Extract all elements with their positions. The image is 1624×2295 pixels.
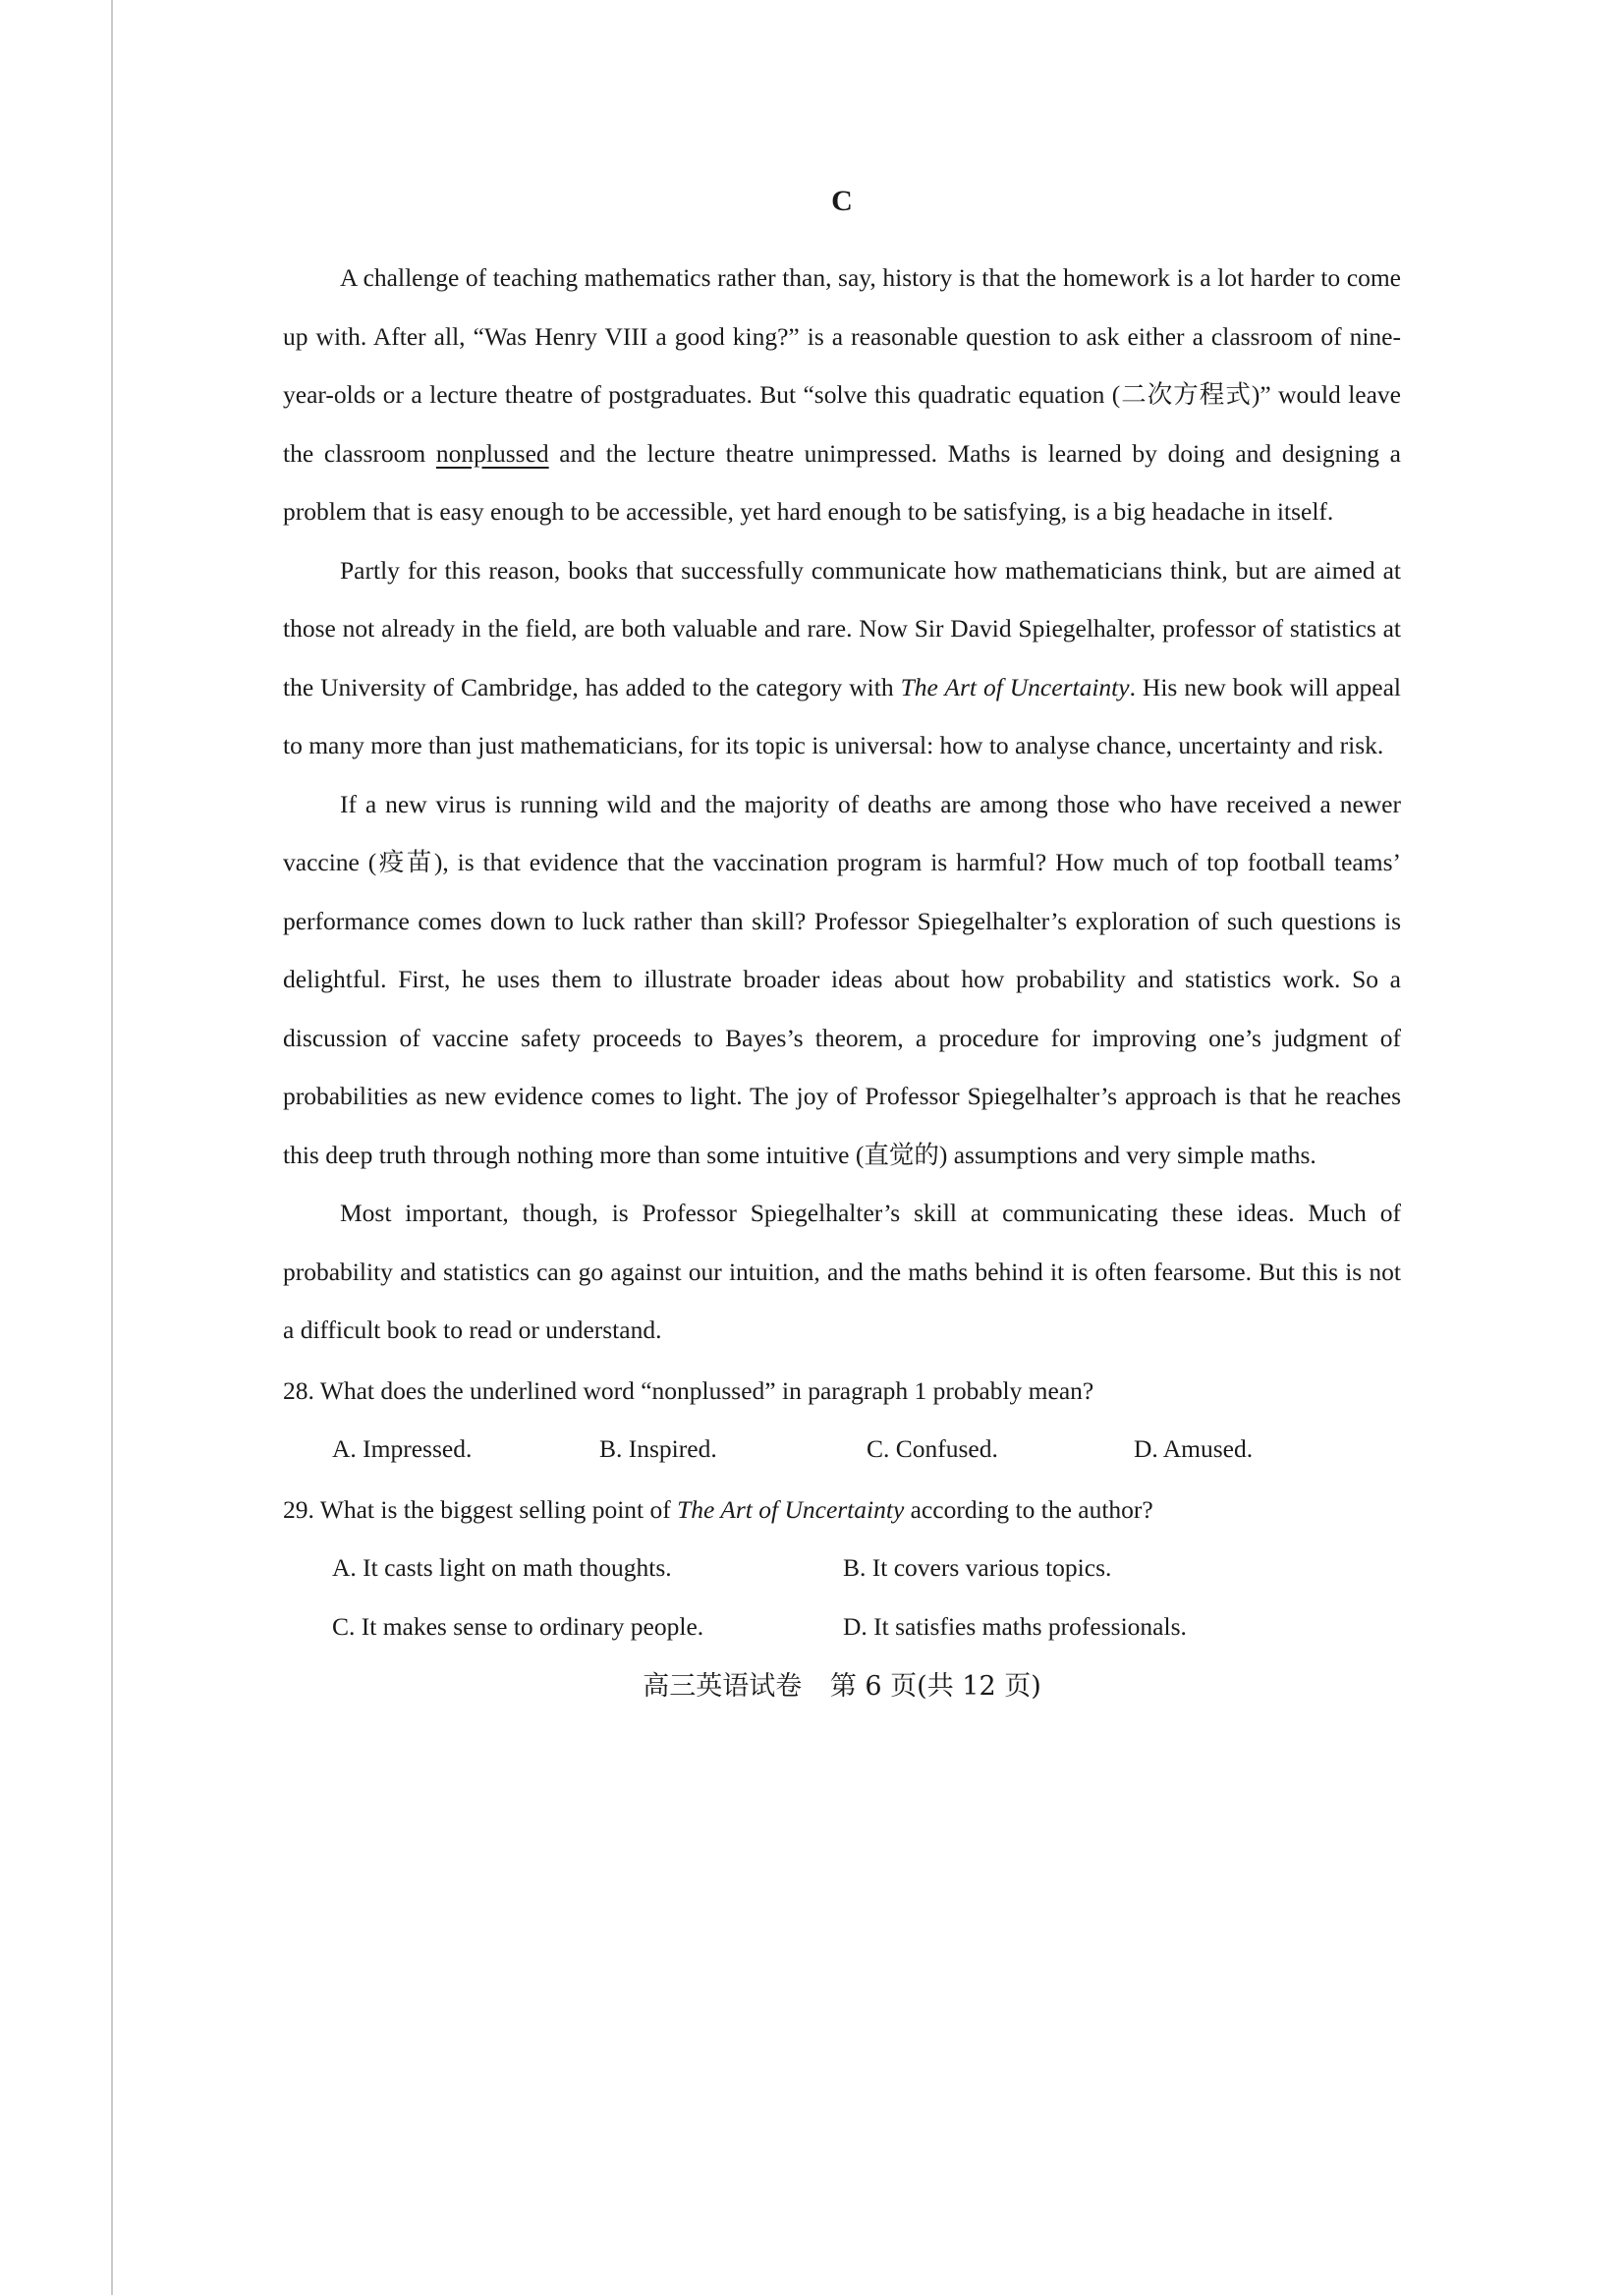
option-a[interactable]: A. Impressed. [332,1434,473,1463]
paragraph-4: Most important, though, is Professor Spiegelhalter’s skill at communicating these ideas. Much of probability and statistics can go against our intuition, and the maths behind it is often fearsome. But this is not a difficult book to read or understand. [283,1199,1401,1344]
option-d[interactable]: D. It satisfies maths professionals. [843,1611,1187,1641]
paragraph-2: Partly for this reason, books that successfully communicate how mathematicians think, but are aimed at those not already in the field, are both valuable and rare. Now Sir David Spiegelhalter, professor of statistics at the University of Cambridge, has added to the category with The Art of Uncertainty. His new book will appeal to many more than just mathematicians, for its topic is universal: how to analyse chance, uncertainty and risk. [283,555,1401,759]
page-footer [283,1667,1401,1707]
footer-subject: 高三英语试卷 [643,1671,803,1702]
paragraph-1: A challenge of teaching mathematics rather than, say, history is that the homework is a lot harder to come up with. After all, “Was Henry VIII a good king?” is a reasonable question to ask either a classroom of nine-year-olds or a lecture theatre of postgraduates. But “solve this quadratic equation (二次方程式)” would leave the classroom nonplussed and the lecture theatre unimpressed. Maths is learned by doing and designing a problem that is easy enough to be accessible, yet hard enough to be satisfying, is a big headache in itself. [283,263,1401,526]
option-c[interactable]: C. Confused. [867,1434,998,1463]
passage-label: C [831,185,853,217]
exam-page [283,182,1401,1707]
footer-page-number: 第 6 页(共 12 页) [829,1671,1041,1702]
option-c[interactable]: C. It makes sense to ordinary people. [332,1611,704,1641]
option-d[interactable]: D. Amused. [1134,1434,1254,1463]
underlined-word: nonplussed [435,438,549,468]
paragraph-3: If a new virus is running wild and the majority of deaths are among those who have received a newer vaccine (疫苗), is that evidence that the vaccination program is harmful? How much of top football teams’ performance comes down to luck rather than skill? Professor Spiegelhalter’s exploration of such questions is delightful. First, he uses them to illustrate broader ideas about how probability and statistics work. So a discussion of vaccine safety proceeds to Bayes’s theorem, a procedure for improving one’s judgment of probabilities as new evidence comes to light. The joy of Professor Spiegelhalter’s approach is that he reaches this deep truth through nothing more than some intuitive (直觉的) assumptions and very simple maths. [283,789,1401,1169]
question-29 [283,1481,1401,1656]
option-a[interactable]: A. It casts light on math thoughts. [332,1553,672,1582]
question-28-stem: 28. What does the underlined word “nonplussed” in paragraph 1 probably mean? [283,1375,1094,1405]
question-29-stem: 29. What is the biggest selling point of The Art of Uncertainty according to the author? [283,1494,1153,1524]
question-29-book-title: The Art of Uncertainty [677,1494,905,1524]
page-margin-line [111,0,113,2295]
book-title: The Art of Uncertainty [900,672,1130,701]
question-28 [283,1362,1401,1479]
option-b[interactable]: B. Inspired. [599,1434,717,1463]
question-29-options [283,1539,1401,1655]
question-28-options [283,1420,1401,1479]
option-b[interactable]: B. It covers various topics. [843,1553,1112,1582]
